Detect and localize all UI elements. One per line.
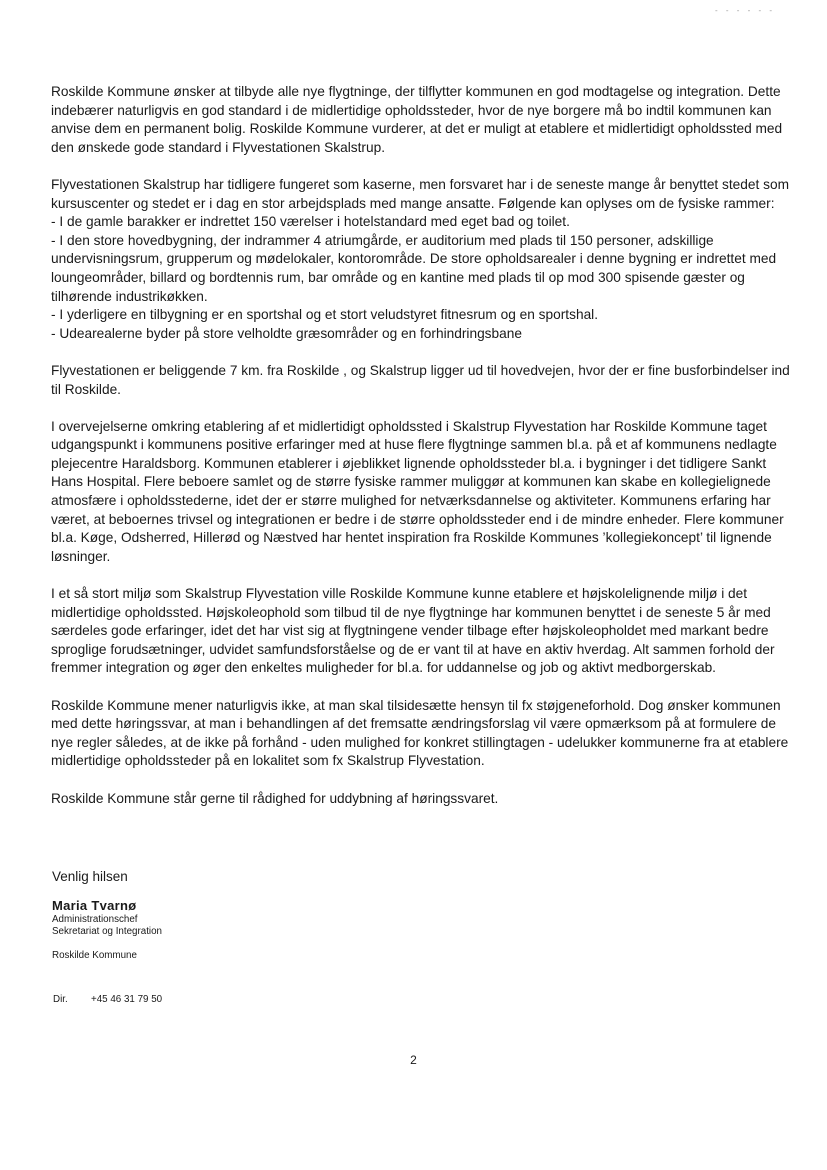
page-number: 2: [410, 1053, 417, 1067]
paragraph-noise: Roskilde Kommune mener naturligvis ikke, at man skal tilsidesætte hensyn til fx støjgeneforhold. Dog ønsker kommunen med dette høringssvar, at man i behandlingen af det fremsatte ændringsforslag vil være opmærksom på at formulere de nye regler således, at de ikke på forhånd - uden mulighed for konkret stillingtagen - udelukker kommunerne fra at etablere midlertidige opholdssteder på en lokalitet som fx Skalstrup Flyvestation.: [51, 697, 789, 769]
direct-phone-label: Dir.: [53, 994, 68, 1005]
direct-phone-number: +45 46 31 79 50: [91, 994, 163, 1005]
list-item: - I de gamle barakker er indrettet 150 værelser i hotelstandard med eget bad og toilet.: [51, 214, 570, 230]
list-item: - Udearealerne byder på store velholdte græsområder og en forhindringsbane: [51, 325, 522, 341]
scan-marks: ‑ ‑ ‑ ‑ ‑ ‑: [715, 6, 776, 15]
list-item: - I den store hovedbygning, der indrammer 4 atriumgårde, er auditorium med plads til 150 personer, adskillige undervisningsrum, grupperum og mødelokaler, kontorområde. De store opholdsarealer i denne bygning er indrettet med loungeområder, billard og bordtennis rum, bar område og en kantine med plads til op mod 300 spisende gæster og tilhørende industrikøkken.: [51, 232, 777, 304]
closing-greeting: Venlig hilsen: [52, 869, 128, 884]
signature-title: Administrationschef: [52, 914, 138, 925]
paragraph-availability: Roskilde Kommune står gerne til rådighed for uddybning af høringssvaret.: [51, 790, 499, 806]
paragraph-folk-high-school: I et så stort miljø som Skalstrup Flyvestation ville Roskilde Kommune kunne etablere et højskolelignende miljø i det midlertidige opholdssted. Højskoleophold som tilbud til de nye flygtninge har kommunen benyttet i de seneste 5 år med særdeles gode erfaringer, idet det har vist sig at flygtningene vender tilbage efter højskoleopholdet med markant bedre sproglige forudsætninger, udvidet samfundsforståelse og de er vant til at have en aktiv hverdag. Alt sammen forhold der fremmer integration og øger den enkeltes muligheder for bl.a. for uddannelse og job og aktivt medborgerskab.: [51, 586, 775, 676]
signature-name: Maria Tvarnø: [52, 898, 137, 913]
paragraph-intro: Roskilde Kommune ønsker at tilbyde alle nye flygtninge, der tilflytter kommunen en god modtagelse og integration. Dette indebærer naturligvis en god standard i de midlertidige opholdssteder, hvor de nye borgere må bo indtil kommunen kan anvise dem en permanent bolig. Roskilde Kommune vurderer, at det er muligt at etablere et midlertidigt opholdssted med den ønskede gode standard i Flyvestationen Skalstrup.: [51, 84, 783, 155]
facilities-list: [51, 213, 796, 343]
list-item: - I yderligere en tilbygning er en sportshal og et stort veludstyret fitnesrum og en sportshal.: [51, 307, 599, 323]
paragraph-facilities-intro: Flyvestationen Skalstrup har tidligere fungeret som kaserne, men forsvaret har i de seneste mange år benyttet stedet som kursuscenter og stedet er i dag en stor arbejdsplads med mange ansatte. Følgende kan oplyses om de fysiske rammer:: [51, 176, 789, 211]
letter-body: [51, 83, 796, 808]
signature-department: Sekretariat og Integration: [52, 926, 163, 937]
signature-organization: Roskilde Kommune: [52, 950, 137, 961]
paragraph-experience: I overvejelserne omkring etablering af et midlertidigt opholdssted i Skalstrup Flyvestation har Roskilde Kommune taget udgangspunkt i kommunens positive erfaringer med at huse flere flygtninge sammen bl.a. på et af kommunens nedlagte plejecentre Haraldsborg. Kommunen etablerer i øjeblikket lignende opholdssteder bl.a. i bygninger i det tidligere Sankt Hans Hospital. Flere beboere samlet og de større fysiske rammer muliggør at kommunen kan skabe en kollegielignede atmosfære i opholdsstederne, idet der er større mulighed for netværksdannelse og aktiviteter. Kommunens erfaring har været, at beboernes trivsel og integrationen er bedre i de større opholdssteder end i de mindre enheder. Flere kommuner bl.a. Køge, Odsherred, Hillerød og Næstved har hentet inspiration fra Roskilde Kommunes ’kollegiekoncept’ til lignende løsninger.: [51, 418, 784, 564]
paragraph-location: Flyvestationen er beliggende 7 km. fra Roskilde , og Skalstrup ligger ud til hovedvejen, hvor der er fine busforbindelser ind til Roskilde.: [51, 362, 790, 397]
